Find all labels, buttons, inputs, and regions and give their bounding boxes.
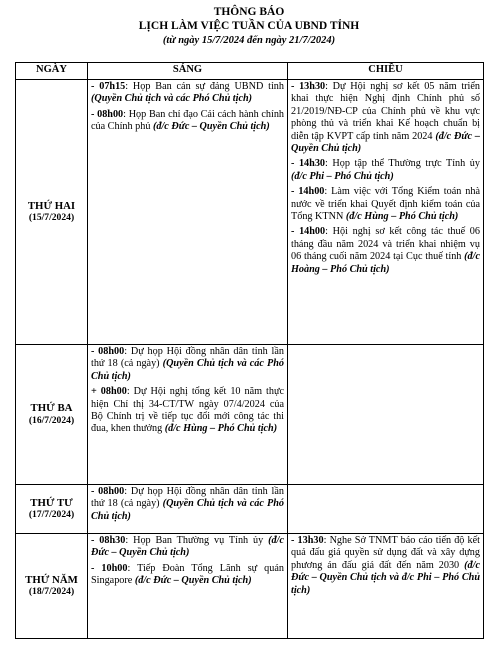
morning-cell [88, 485, 288, 534]
schedule-item [91, 535, 284, 560]
item-attendees: (đ/c Đức – Quyền Chủ tịch và đ/c Phi – Phó Chủ tịch) [291, 559, 480, 596]
day-name: THỨ BA [30, 402, 73, 415]
item-text: : Dự Hội nghị sơ kết 05 năm triển khai thực hiện Nghị định Chính phủ số 21/2019/NĐ-CP của Chính phủ về khu vực phòng thủ và triển khai Kế hoạch chuẩn bị diễn tập KVPT cấp tỉnh năm 2024 [291, 81, 481, 142]
item-time: - 13h30 [291, 81, 326, 92]
item-text: : Nghe Sở TNMT báo cáo tiến độ kết quả đấu giá quyền sử dụng đất và xây dựng phương án đấu giá đất đến năm 2030 [291, 535, 481, 571]
item-time: - 08h30 [91, 535, 126, 546]
item-text: : Dự họp Hội đồng nhân dân tỉnh lần thứ 18 (cả ngày) [91, 346, 285, 370]
item-time: - 08h00 [91, 108, 124, 120]
table-header-row [16, 63, 484, 80]
schedule-item [91, 346, 284, 383]
day-date: (15/7/2024) [28, 212, 75, 223]
schedule-item [291, 226, 480, 276]
item-text: : Làm việc với Tổng Kiểm toán nhà nước về triển khai Quyết định kiểm toán của Tổng KTNN [291, 186, 481, 223]
item-attendees: (đ/c Phi – Phó Chủ tịch) [291, 170, 394, 182]
item-time: - 14h00 [291, 186, 325, 198]
item-text: : Họp Ban Thường vụ Tỉnh ủy [125, 535, 269, 546]
day-cell [16, 345, 88, 485]
item-attendees: (đ/c Đức – Quyền Chủ tịch) [152, 121, 270, 133]
item-attendees: (Quyền Chủ tịch và các Phó Chủ tịch) [91, 498, 285, 522]
afternoon-cell [288, 80, 484, 345]
item-attendees: (đ/c Đức – Quyền Chủ tịch) [134, 575, 252, 587]
morning-cell [88, 534, 288, 639]
item-time: - 08h00 [91, 486, 125, 497]
day-date: (16/7/2024) [28, 414, 75, 426]
item-attendees: (Quyền Chủ tịch và các Phó Chủ tịch) [91, 93, 253, 105]
item-time: - 13h30 [291, 535, 324, 546]
morning-cell [88, 345, 288, 485]
schedule-item [291, 81, 480, 155]
item-time: - 14h30 [291, 158, 326, 170]
item-attendees: (đ/c Hoàng – Phó Chủ tịch) [291, 251, 480, 275]
afternoon-cell [288, 345, 484, 485]
notice-title: THÔNG BÁO [213, 6, 285, 18]
schedule-item [91, 563, 284, 588]
item-text: : Họp tập thể Thường trực Tỉnh ủy [325, 158, 480, 170]
table-row [16, 485, 484, 534]
afternoon-cell [288, 485, 484, 534]
day-date: (17/7/2024) [28, 509, 75, 520]
item-time: - 14h00 [291, 226, 326, 238]
item-text: : Dự Hội nghị tổng kết 10 năm thực hiện Chỉ thị 34-CT/TW ngày 07/4/2024 của Bộ Chính trị về tiếp tục đổi mới công tác thi đua, khen thưởng [91, 386, 284, 435]
table-row [16, 534, 484, 639]
item-time: + 08h00 [91, 386, 127, 398]
schedule-item [291, 158, 480, 183]
item-time: - 07h15 [91, 81, 126, 92]
column-header-morning: SÁNG [88, 63, 288, 80]
date-range: (từ ngày 15/7/2024 đến ngày 21/7/2024) [162, 35, 336, 46]
morning-cell [88, 80, 288, 345]
schedule-item [91, 109, 284, 134]
schedule-item [91, 81, 284, 106]
day-name: THỨ HAI [27, 199, 76, 212]
item-attendees: (đ/c Hùng – Phó Chủ tịch) [164, 423, 278, 435]
item-text: : Họp Ban cán sự đảng UBND tỉnh [125, 81, 284, 92]
day-cell [16, 485, 88, 534]
day-cell [16, 80, 88, 345]
item-text: : Họp Ban chỉ đạo Cải cách hành chính của Chính phủ [91, 108, 285, 133]
item-attendees: (đ/c Đức – Quyền Chủ tịch) [291, 130, 480, 155]
item-attendees: (đ/c Hùng – Phó Chủ tịch) [345, 211, 459, 223]
item-text: : Dự họp Hội đồng nhân dân tỉnh lần thứ 18 (cả ngày) [91, 486, 285, 510]
column-header-afternoon: CHIỀU [288, 63, 484, 80]
column-header-day: NGÀY [16, 63, 88, 80]
schedule-item [91, 486, 284, 523]
schedule-item [291, 535, 480, 597]
schedule-item [91, 386, 284, 436]
item-attendees: (Quyền Chủ tịch và các Phó Chủ tịch) [91, 358, 285, 382]
item-time: - 10h00 [91, 562, 128, 574]
item-time: - 08h00 [91, 346, 125, 357]
afternoon-cell [288, 534, 484, 639]
schedule-item [291, 186, 480, 223]
day-name: THỨ TƯ [30, 496, 73, 509]
schedule-subtitle: LỊCH LÀM VIỆC TUẦN CỦA UBND TỈNH [138, 20, 360, 32]
item-attendees: (đ/c Đức – Quyền Chủ tịch) [91, 535, 284, 559]
day-cell [16, 534, 88, 639]
day-date: (18/7/2024) [28, 586, 75, 597]
item-text: : Hội nghị sơ kết công tác thuế 06 tháng đầu năm 2024 và triển khai nhiệm vụ 06 tháng cuối năm 2024 tại Cục thuế tỉnh [291, 226, 480, 263]
table-row [16, 80, 484, 345]
day-name: THỨ NĂM [25, 573, 78, 586]
table-row [16, 345, 484, 485]
item-text: : Tiếp Đoàn Tổng Lãnh sự quán Singapore [91, 562, 284, 587]
schedule-table [15, 62, 484, 639]
